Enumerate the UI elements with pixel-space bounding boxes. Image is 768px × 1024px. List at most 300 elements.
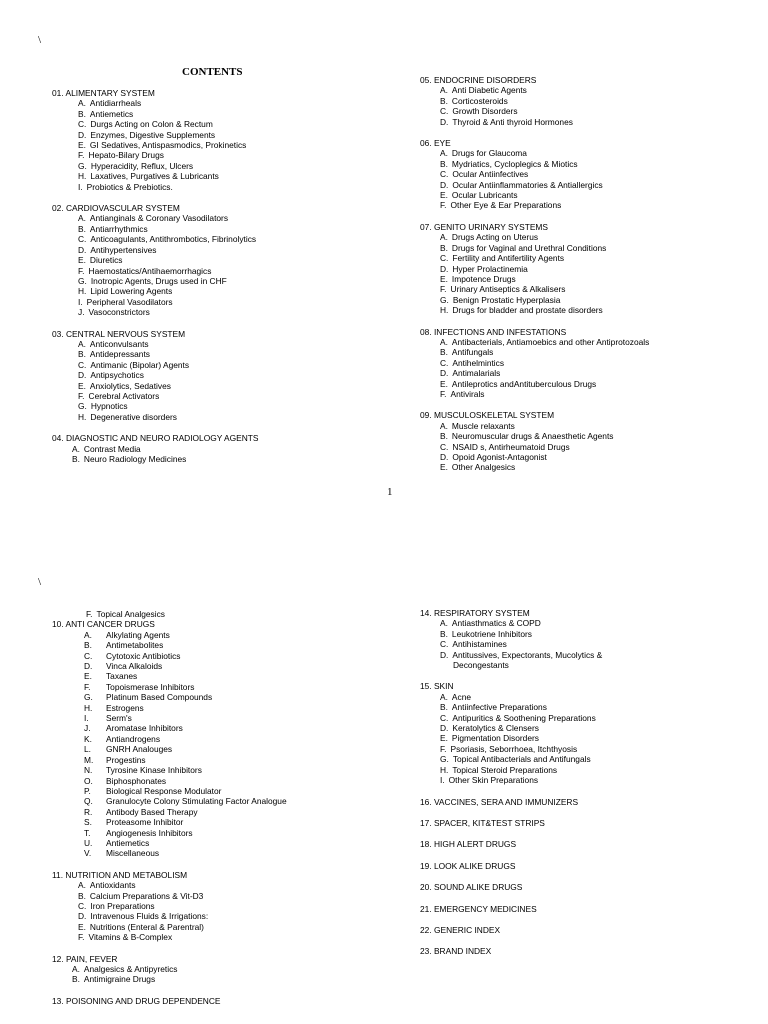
toc-entry-letter: D. (440, 179, 449, 190)
toc-entry (420, 264, 649, 274)
toc-entry-letter: O. (84, 775, 93, 786)
toc-column-left (52, 88, 258, 475)
toc-entry-letter: A. (84, 629, 92, 640)
toc-entry-text: Neuro Radiology Medicines (83, 454, 187, 464)
toc-entry (420, 96, 649, 106)
toc-entry (52, 671, 287, 681)
toc-entry (420, 347, 649, 357)
toc-entry (52, 381, 258, 391)
toc-entry-letter: B. (440, 431, 448, 442)
toc-entry-text: Serm's (106, 713, 132, 724)
toc-entry-text: Lipid Lowering Agents (90, 286, 173, 297)
toc-entry-letter: A. (440, 232, 448, 243)
toc-entry (52, 245, 258, 255)
toc-entry-text: Acne (451, 691, 472, 702)
toc-entry-letter: E. (440, 733, 448, 744)
toc-entry (420, 169, 649, 179)
toc-entry (52, 391, 258, 401)
toc-entry-letter: Q. (84, 796, 93, 807)
toc-entry (420, 692, 602, 702)
toc-entry (420, 775, 602, 785)
toc-entry-letter: E. (78, 380, 86, 391)
toc-entry-text: Antipuritics & Soothening Preparations (452, 712, 596, 723)
toc-entry-text: Urinary Antiseptics & Alkalisers (450, 284, 566, 295)
toc-entry (420, 629, 602, 639)
toc-entry-letter: F. (78, 265, 85, 276)
toc-entry-text: Iron Preparations (90, 900, 155, 911)
toc-entry-letter: D. (84, 661, 93, 672)
toc-entry-letter: C. (440, 169, 449, 180)
toc-entry (52, 609, 287, 619)
toc-entry-text: Ocular Lubricants (451, 190, 518, 201)
toc-section-heading: 15. SKIN (420, 681, 454, 692)
toc-entry-text: Topical Analgesics (96, 609, 165, 619)
toc-entry-text: Drugs for Vaginal and Urethral Conditions (451, 242, 607, 253)
toc-entry-letter: A. (440, 420, 448, 431)
toc-entry (52, 964, 287, 974)
toc-section-heading: 18. HIGH ALERT DRUGS (420, 839, 517, 850)
toc-entry (52, 848, 287, 858)
toc-entry (52, 755, 287, 765)
toc-entry-text: Antiandrogens (106, 733, 161, 744)
toc-entry (52, 119, 258, 129)
toc-entry-text: Antidepressants (89, 349, 150, 360)
toc-entry (52, 630, 287, 640)
toc-entry-letter: H. (78, 411, 87, 422)
toc-entry-text: Other Eye & Ear Preparations (450, 200, 562, 211)
toc-entry (420, 650, 602, 660)
toc-entry-text: Leukotriene Inhibitors (451, 628, 532, 639)
toc-entry (420, 452, 649, 462)
toc-column-left (52, 609, 287, 1017)
toc-section-heading: 13. POISONING AND DRUG DEPENDENCE (52, 995, 221, 1006)
toc-entry (52, 130, 258, 140)
toc-entry-text: Cerebral Activators (88, 390, 160, 401)
toc-section-heading: 21. EMERGENCY MEDICINES (420, 903, 537, 914)
toc-entry (420, 243, 649, 253)
toc-entry-text: Mydriatics, Cycloplegics & Miotics (451, 158, 578, 169)
toc-entry-letter: I. (84, 713, 89, 724)
toc-entry (52, 765, 287, 775)
toc-entry (52, 224, 258, 234)
toc-entry-letter: H. (78, 286, 87, 297)
toc-entry-letter: J. (78, 307, 85, 318)
toc-entry-letter: B. (72, 454, 80, 464)
toc-entry-letter: B. (78, 223, 86, 234)
toc-entry (52, 828, 287, 838)
toc-section (52, 619, 287, 858)
toc-entry (52, 339, 258, 349)
toc-entry-letter: B. (72, 974, 80, 985)
toc-entry-text: Impotence Drugs (451, 273, 516, 284)
toc-entry-text: Ocular Antiinfectives (452, 169, 529, 180)
toc-entry (52, 234, 258, 244)
toc-entry-letter: F. (440, 388, 447, 399)
toc-entry-text: Thyroid & Anti thyroid Hormones (452, 116, 573, 127)
toc-entry-text: Biphosphonates (106, 775, 167, 786)
toc-entry-letter: D. (78, 129, 87, 140)
toc-entry-text: Other Analgesics (451, 462, 516, 473)
toc-entry-text: Enzymes, Digestive Supplements (90, 129, 216, 140)
toc-entry-text: Topoismerase Inhibitors (106, 681, 195, 692)
toc-entry (52, 266, 258, 276)
toc-entry (52, 723, 287, 733)
toc-entry-text: Drugs for bladder and prostate disorders (452, 305, 603, 316)
toc-section (52, 433, 258, 464)
toc-entry-letter: H. (84, 702, 93, 713)
toc-entry (52, 161, 258, 171)
toc-section-heading: 10. ANTI CANCER DRUGS (52, 619, 155, 630)
toc-entry-text: Muscle relaxants (451, 420, 515, 431)
toc-section (52, 203, 258, 317)
toc-entry-letter: B. (440, 242, 448, 253)
toc-entry (420, 713, 602, 723)
toc-entry-text: Hyper Prolactinemia (452, 263, 528, 274)
toc-entry-letter: H. (440, 764, 449, 775)
toc-section-heading: 04. DIAGNOSTIC AND NEURO RADIOLOGY AGENTS (52, 433, 259, 444)
toc-entry-letter: E. (78, 140, 86, 151)
toc-entry-letter: E. (440, 190, 448, 201)
toc-entry (420, 148, 649, 158)
toc-entry (420, 618, 602, 628)
toc-entry (52, 932, 287, 942)
toc-column-right (420, 608, 602, 968)
toc-section (420, 681, 602, 785)
toc-entry (420, 431, 649, 441)
toc-entry-text: Pigmentation Disorders (451, 733, 539, 744)
toc-section (420, 839, 602, 849)
toc-section-heading: 12. PAIN, FEVER (52, 953, 118, 964)
toc-entry-text: Antihistamines (452, 639, 507, 650)
toc-section-heading: 14. RESPIRATORY SYSTEM (420, 608, 530, 618)
toc-entry (52, 171, 258, 181)
toc-entry (420, 421, 649, 431)
toc-entry-text: GI Sedatives, Antispasmodics, Prokinetics (89, 140, 247, 151)
toc-entry (52, 370, 258, 380)
toc-entry-letter: F. (78, 390, 85, 401)
toc-entry (420, 765, 602, 775)
toc-section-heading: 01. ALIMENTARY SYSTEM (52, 88, 155, 98)
toc-entry-letter: A. (440, 618, 448, 629)
toc-entry (420, 190, 649, 200)
page-number: 1 (387, 486, 393, 498)
toc-entry-text: Benign Prostatic Hyperplasia (452, 294, 561, 305)
toc-entry-text: Opoid Agonist-Antagonist (452, 452, 547, 462)
toc-entry-letter: N. (84, 765, 93, 776)
toc-section-heading: 03. CENTRAL NERVOUS SYSTEM (52, 328, 186, 339)
toc-section-heading: 22. GENERIC INDEX (420, 924, 501, 935)
toc-entry (420, 85, 649, 95)
toc-entry-letter: F. (78, 932, 85, 943)
corner-mark: \ (38, 34, 42, 46)
toc-entry (420, 106, 649, 116)
toc-section (420, 222, 649, 316)
toc-section (420, 138, 649, 211)
toc-entry-letter: A. (440, 691, 448, 702)
toc-entry (420, 295, 649, 305)
toc-entry-letter: G. (78, 160, 87, 171)
toc-entry (52, 150, 258, 160)
toc-entry-letter: A. (72, 443, 80, 454)
toc-entry-letter: L. (84, 744, 91, 755)
toc-entry (52, 286, 258, 296)
toc-entry-letter: K. (84, 733, 92, 744)
toc-entry (52, 297, 258, 307)
toc-entry (52, 776, 287, 786)
toc-section (420, 882, 602, 892)
toc-section (420, 904, 602, 914)
toc-entry-text: Anti Diabetic Agents (451, 85, 527, 96)
toc-entry (52, 255, 258, 265)
toc-entry-letter: E. (78, 255, 86, 266)
toc-entry-letter: B. (78, 349, 86, 360)
toc-entry-letter: J. (84, 723, 91, 734)
toc-entry (52, 682, 287, 692)
toc-entry (420, 723, 602, 733)
toc-section-heading: 05. ENDOCRINE DISORDERS (420, 75, 537, 85)
toc-section (420, 327, 649, 400)
toc-entry-text: Platinum Based Compounds (106, 692, 213, 703)
toc-section (420, 946, 602, 956)
toc-entry-letter: E. (84, 671, 92, 682)
toc-entry-text: Vinca Alkaloids (106, 661, 163, 672)
toc-entry (420, 733, 602, 743)
toc-entry (420, 284, 649, 294)
toc-entry-text: Angiogenesis Inhibitors (106, 827, 193, 838)
toc-entry (52, 307, 258, 317)
toc-entry-letter: E. (440, 462, 448, 473)
toc-entry-text: Intravenous Fluids & Irrigations: (90, 911, 209, 922)
toc-entry (52, 444, 258, 454)
toc-entry-letter: F. (440, 200, 447, 211)
toc-section-heading: 07. GENITO URINARY SYSTEMS (420, 221, 548, 232)
toc-section-heading: 16. VACCINES, SERA AND IMMUNIZERS (420, 796, 579, 807)
toc-section (420, 861, 602, 871)
toc-entry-text: Degenerative disorders (90, 411, 177, 422)
toc-entry-text: Antipsychotics (90, 370, 144, 381)
toc-entry-letter: M. (84, 754, 94, 765)
toc-entry-text: Antibody Based Therapy (106, 806, 198, 817)
toc-entry-letter: I. (78, 296, 83, 307)
toc-entry-text: Antiemetics (89, 108, 134, 119)
toc-entry-letter: G. (440, 754, 449, 765)
toc-section-heading: 06. EYE (420, 138, 451, 149)
toc-entry-text: Anxiolytics, Sedatives (89, 380, 171, 391)
toc-entry-text: Proteasome Inhibitor (106, 817, 184, 828)
toc-entry-letter: B. (440, 347, 448, 358)
toc-entry-letter: G. (78, 401, 87, 412)
toc-entry-letter: E. (440, 273, 448, 284)
toc-entry (420, 462, 649, 472)
toc-entry-text: Tyrosine Kinase Inhibitors (106, 765, 202, 776)
toc-entry (420, 379, 649, 389)
toc-entry-letter: D. (440, 263, 449, 274)
page-2 (0, 512, 768, 1024)
toc-entry-text: Keratolytics & Clensers (452, 723, 539, 734)
toc-entry-letter: C. (78, 234, 87, 245)
toc-section-heading: 09. MUSCULOSKELETAL SYSTEM (420, 410, 555, 421)
toc-section (52, 329, 258, 423)
toc-entry-letter: F. (78, 150, 85, 161)
toc-section-heading: 02. CARDIOVASCULAR SYSTEM (52, 203, 180, 214)
toc-entry-text: Antitussives, Expectorants, Mucolytics & (452, 649, 603, 660)
toc-section (420, 818, 602, 828)
toc-entry-text: Hepato-Bilary Drugs (88, 150, 164, 161)
toc-entry (420, 305, 649, 315)
toc-entry (52, 692, 287, 702)
toc-entry (420, 117, 649, 127)
toc-entry (52, 182, 258, 192)
toc-section (52, 996, 287, 1006)
toc-entry-letter: U. (84, 837, 93, 848)
toc-entry-text: Anticoagulants, Antithrombotics, Fibrinolytics (90, 234, 257, 245)
toc-entry (420, 337, 649, 347)
toc-entry-letter: I. (78, 181, 83, 192)
toc-entry-letter: B. (440, 702, 448, 713)
toc-section (420, 925, 602, 935)
toc-entry-text: Antiasthmatics & COPD (451, 618, 541, 629)
toc-section-heading: 08. INFECTIONS AND INFESTATIONS (420, 326, 567, 337)
toc-entry-letter: G. (78, 275, 87, 286)
toc-entry (52, 349, 258, 359)
toc-entry-letter: F. (84, 681, 91, 692)
toc-entry (52, 807, 287, 817)
toc-entry-text: Biological Response Modulator (106, 785, 222, 796)
toc-entry (52, 713, 287, 723)
toc-entry-letter: A. (78, 338, 86, 349)
toc-entry-letter: C. (440, 357, 449, 368)
toc-entry-letter: C. (440, 639, 449, 650)
toc-entry-text: Cytotoxic Antibiotics (106, 650, 181, 661)
toc-entry-text: Neuromuscular drugs & Anaesthetic Agents (451, 431, 614, 442)
toc-entry-text: Analgesics & Antipyretics (83, 964, 178, 974)
toc-entry-letter: C. (78, 119, 87, 130)
toc-entry-text: Diuretics (89, 255, 123, 266)
toc-entry (52, 974, 287, 984)
toc-entry-letter: S. (84, 817, 92, 828)
toc-entry-text: Anticonvulsants (89, 338, 149, 349)
toc-entry-text: Durgs Acting on Colon & Rectum (90, 119, 213, 130)
toc-entry-text: Drugs for Glaucoma (451, 148, 527, 159)
toc-entry-text: Growth Disorders (452, 106, 518, 117)
toc-section (52, 954, 287, 985)
toc-entry-letter: E. (440, 378, 448, 389)
corner-mark: \ (38, 576, 42, 588)
toc-entry-text: Antihelmintics (452, 357, 505, 368)
toc-entry (52, 880, 287, 890)
toc-entry-letter: C. (78, 359, 87, 370)
toc-section (420, 797, 602, 807)
toc-entry-text: Corticosteroids (451, 95, 508, 106)
toc-entry-text: Antiinfective Preparations (451, 702, 547, 713)
toc-entry-text: Calcium Preparations & Vit-D3 (89, 890, 204, 901)
toc-entry-text: Antileprotics andAntituberculous Drugs (451, 378, 597, 389)
toc-entry-text: Drugs Acting on Uterus (451, 232, 539, 243)
toc-entry (420, 200, 649, 210)
toc-entry-letter: H. (78, 171, 87, 182)
toc-entry (52, 817, 287, 827)
toc-entry-letter: B. (78, 108, 86, 119)
toc-entry-text: Psoriasis, Seborrhoea, Itchthyosis (450, 743, 578, 754)
toc-entry-letter: C. (78, 900, 87, 911)
toc-entry-letter: D. (440, 723, 449, 734)
toc-section (420, 608, 602, 670)
toc-entry-text: Antioxidants (89, 880, 136, 891)
toc-entry-letter: P. (84, 785, 91, 796)
toc-entry-letter: A. (78, 98, 86, 109)
toc-entry-text: Vitamins & B-Complex (88, 932, 173, 943)
toc-entry (420, 639, 602, 649)
toc-section-heading: 23. BRAND INDEX (420, 946, 492, 957)
toc-entry-letter: D. (78, 911, 87, 922)
toc-entry (52, 401, 258, 411)
toc-entry-text: Antihypertensives (90, 244, 157, 255)
toc-entry (52, 360, 258, 370)
toc-entry-text: Aromatase Inhibitors (106, 723, 183, 734)
toc-entry (52, 213, 258, 223)
toc-entry (420, 442, 649, 452)
toc-entry-letter: G. (84, 692, 93, 703)
toc-entry-letter: D. (440, 452, 449, 462)
toc-entry (52, 661, 287, 671)
toc-entry (420, 744, 602, 754)
toc-entry-letter: A. (440, 336, 448, 347)
toc-entry-text: Topical Antibacterials and Antifungals (452, 754, 591, 765)
toc-entry-letter: D. (440, 116, 449, 127)
toc-entry (420, 253, 649, 263)
toc-entry-text: Hyperacidity, Reflux, Ulcers (90, 160, 194, 171)
toc-entry-letter: C. (84, 650, 93, 661)
toc-entry-text: Inotropic Agents, Drugs used in CHF (90, 275, 227, 286)
toc-entry-text: Estrogens (106, 702, 144, 713)
toc-entry (52, 98, 258, 108)
toc-entry-text: Antibacterials, Antiamoebics and other Antiprotozoals (451, 336, 650, 347)
toc-entry (420, 368, 649, 378)
toc-entry-letter: B. (78, 890, 86, 901)
toc-entry-text: Antiemetics (106, 837, 150, 848)
toc-entry (52, 703, 287, 713)
toc-entry-text: Antivirals (450, 388, 485, 399)
toc-entry (420, 358, 649, 368)
toc-entry (52, 412, 258, 422)
toc-entry-letter: D. (440, 368, 449, 379)
toc-entry (52, 891, 287, 901)
toc-entry-text: Fertility and Antifertility Agents (452, 253, 565, 264)
toc-entry-text: Granulocyte Colony Stimulating Factor Analogue (106, 796, 287, 807)
toc-entry-text: Peripheral Vasodilators (86, 296, 173, 307)
toc-entry-letter: I. (440, 775, 445, 786)
toc-entry-text: NSAID s, Antirheumatoid Drugs (452, 441, 570, 452)
toc-entry (52, 651, 287, 661)
toc-entry (52, 734, 287, 744)
toc-section-heading: 19. LOOK ALIKE DRUGS (420, 860, 516, 871)
toc-entry-text: Vasoconstrictors (88, 307, 150, 318)
toc-entry-text: Progestins (106, 754, 146, 765)
toc-entry (52, 276, 258, 286)
toc-entry-text: GNRH Analouges (106, 744, 173, 755)
toc-section (420, 75, 649, 127)
toc-entry-letter: F. (86, 609, 93, 619)
toc-entry-text: Antimanic (Bipolar) Agents (90, 359, 190, 370)
toc-entry (52, 109, 258, 119)
toc-entry (52, 454, 258, 464)
toc-entry-text: Miscellaneous (106, 848, 160, 859)
toc-entry (52, 786, 287, 796)
toc-entry-letter: B. (440, 95, 448, 106)
toc-entry-letter: C. (440, 712, 449, 723)
toc-entry-text: Antidiarrheals (89, 98, 142, 109)
toc-entry (420, 389, 649, 399)
